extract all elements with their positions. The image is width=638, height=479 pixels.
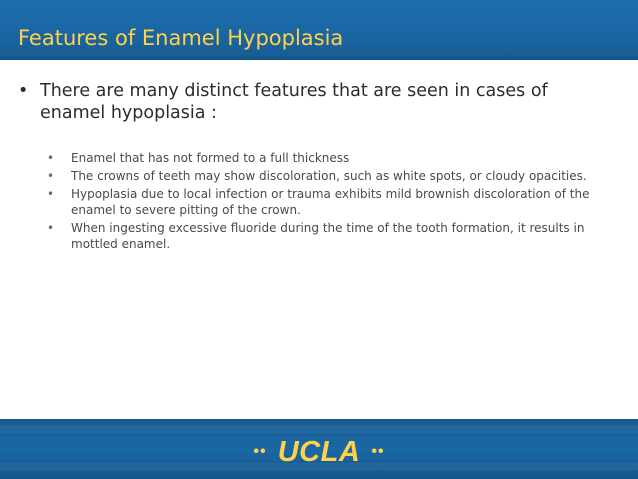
main-bullet	[18, 80, 618, 124]
sub-bullet-text: When ingesting excessive fluoride during the time of the tooth formation, it results in mottled enamel.	[71, 221, 585, 251]
sub-bullet-item	[41, 220, 618, 252]
sub-bullet-item	[41, 186, 618, 218]
bullet-marker: •	[47, 221, 55, 235]
logo-dots-left: ••	[253, 443, 267, 460]
footer-stripe	[0, 425, 638, 433]
sub-bullet-list	[18, 150, 618, 252]
sub-bullet-item	[41, 150, 618, 166]
ucla-logo	[0, 437, 638, 467]
slide-content	[18, 80, 618, 254]
sub-bullet-item	[41, 168, 618, 184]
bullet-marker: •	[47, 169, 55, 183]
main-bullet-text: There are many distinct features that are seen in cases of enamel hypoplasia :	[40, 81, 548, 123]
bullet-marker: •	[47, 187, 55, 201]
slide-title: Features of Enamel Hypoplasia	[18, 26, 344, 50]
bullet-marker: •	[47, 151, 55, 165]
footer-bar	[0, 419, 638, 479]
logo-text: UCLA	[277, 436, 361, 468]
bullet-marker: •	[18, 81, 29, 101]
sub-bullet-text: Hypoplasia due to local infection or trauma exhibits mild brownish discoloration of the enamel to severe pitting of the crown.	[71, 187, 590, 217]
sub-bullet-text: The crowns of teeth may show discoloration, such as white spots, or cloudy opacities.	[71, 169, 587, 183]
sub-bullet-text: Enamel that has not formed to a full thickness	[71, 151, 350, 165]
title-bar	[0, 0, 638, 60]
logo-dots-right: ••	[371, 443, 385, 460]
